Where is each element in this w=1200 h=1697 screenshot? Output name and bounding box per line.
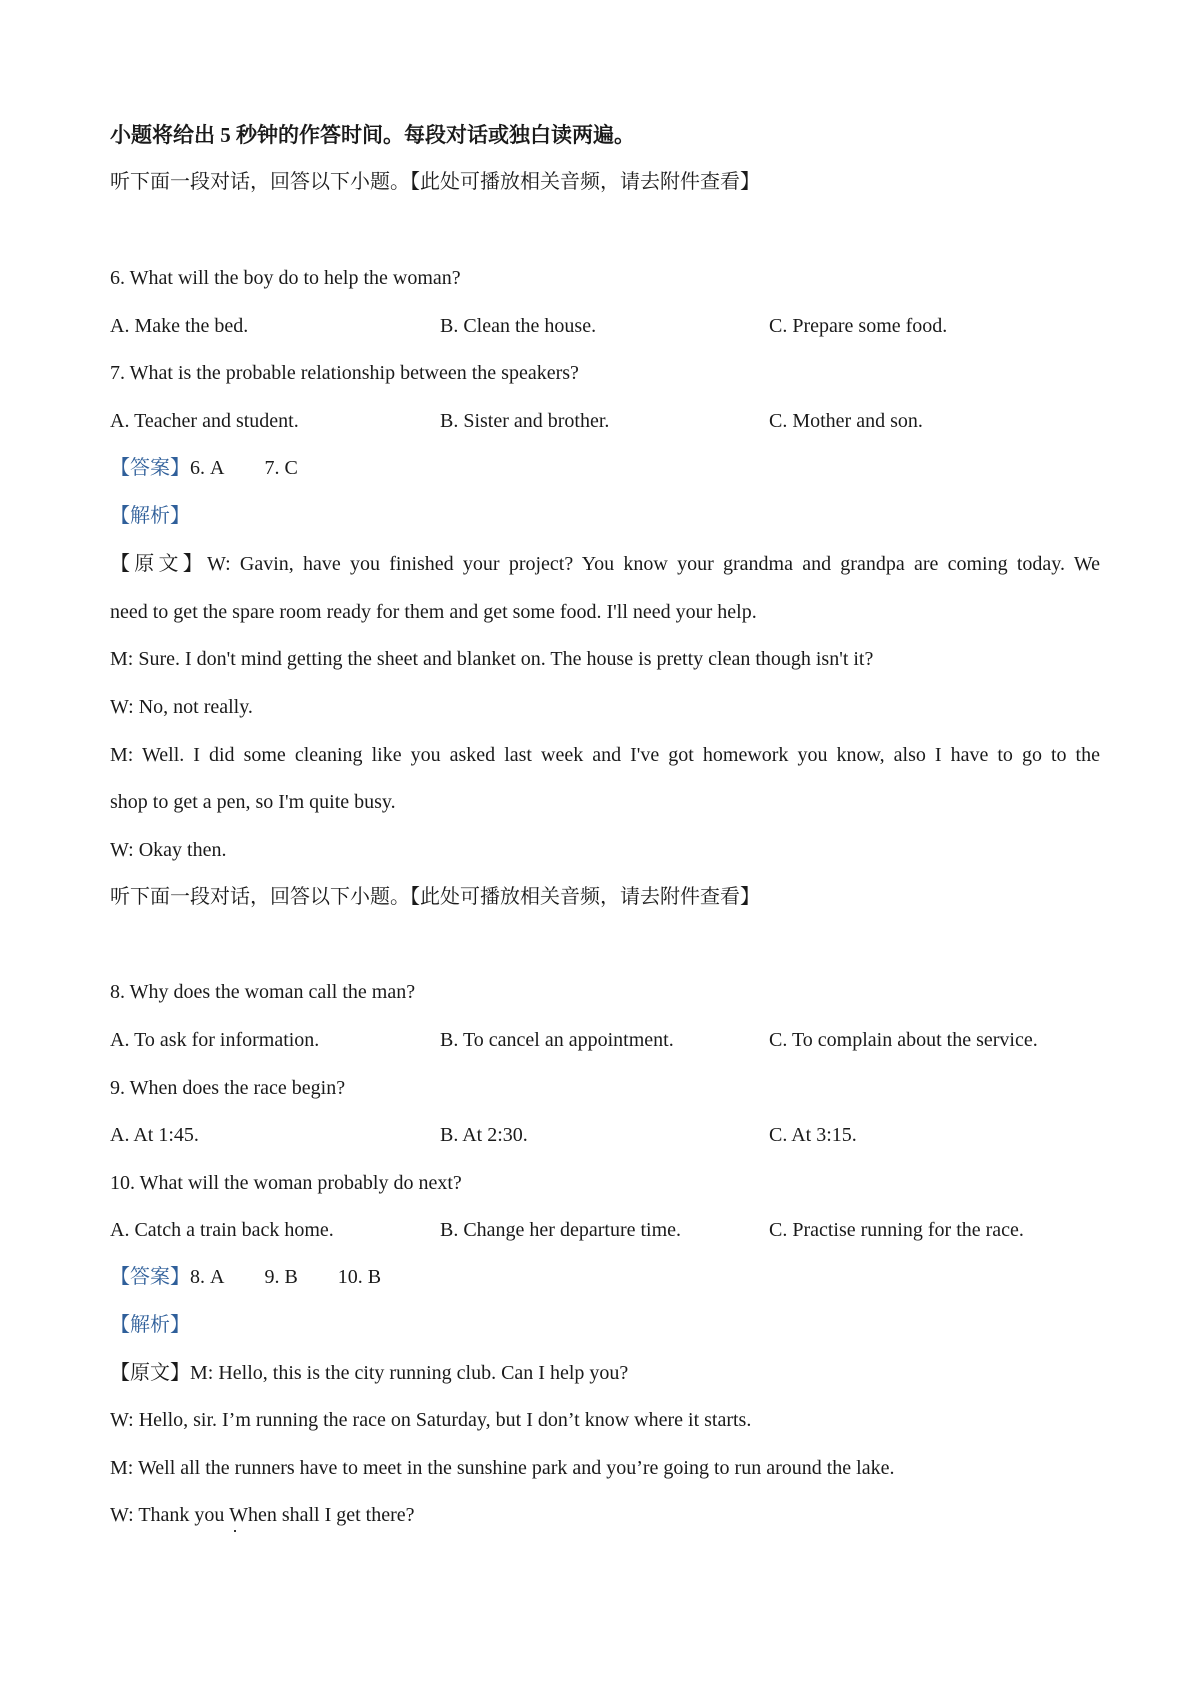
q6-option-c: C. Prepare some food. [769, 315, 948, 337]
q7-option-b: B. Sister and brother. [440, 410, 610, 432]
transcript-line: W: No, not really. [110, 696, 253, 718]
transcript-line: W: Hello, sir. I’m running the race on Saturday, but I don’t know where it starts. [110, 1409, 752, 1431]
transcript-line: W: Thank you When shall I get there? [110, 1504, 415, 1526]
instruction-heading: 小题将给出 5 秒钟的作答时间。每段对话或独白读两遍。 [110, 123, 635, 147]
q9-option-a: A. At 1:45. [110, 1124, 199, 1146]
answer-6: 6. A [190, 457, 225, 479]
transcript-line: need to get the spare room ready for them and get some food. I'll need your help. [110, 601, 757, 623]
transcript-line: 【原文】W: Gavin, have you finished your project? You know your grandma and grandpa are coming today. We [110, 553, 1101, 575]
transcript-line: M: Sure. I don't mind getting the sheet and blanket on. The house is pretty clean though isn't it? [110, 648, 874, 670]
question-9-stem: 9. When does the race begin? [110, 1077, 346, 1099]
transcript-line: W: Okay then. [110, 839, 227, 861]
answer-9: 9. B [264, 1266, 298, 1288]
answer-line-1 [110, 455, 298, 481]
transcript-line: M: Well. I did some cleaning like you asked last week and I've got homework you know, also I have to go to the [110, 744, 1100, 766]
q9-option-c: C. At 3:15. [769, 1124, 857, 1146]
q7-option-a: A. Teacher and student. [110, 410, 299, 432]
stray-mark [234, 1530, 236, 1532]
transcript-label: 【原文】 [110, 553, 207, 575]
analysis-label: 【解析】 [110, 1314, 190, 1336]
answer-7: 7. C [264, 457, 298, 479]
transcript-line: shop to get a pen, so I'm quite busy. [110, 791, 396, 813]
question-7-stem: 7. What is the probable relationship between the speakers? [110, 362, 579, 384]
q8-option-a: A. To ask for information. [110, 1029, 320, 1051]
transcript-label: 【原文】 [110, 1362, 190, 1384]
question-10-stem: 10. What will the woman probably do next? [110, 1172, 462, 1194]
q10-option-a: A. Catch a train back home. [110, 1219, 334, 1241]
q6-option-a: A. Make the bed. [110, 315, 249, 337]
answer-line-2 [110, 1264, 381, 1290]
listen-prompt-1: 听下面一段对话，回答以下小题。【此处可播放相关音频，请去附件查看】 [110, 171, 760, 193]
q7-option-c: C. Mother and son. [769, 410, 923, 432]
answer-8: 8. A [190, 1266, 225, 1288]
question-6-stem: 6. What will the boy do to help the woman? [110, 267, 461, 289]
q8-option-c: C. To complain about the service. [769, 1029, 1038, 1051]
transcript-line: 【原文】M: Hello, this is the city running club. Can I help you? [110, 1362, 629, 1384]
answer-label: 【答案】 [110, 457, 190, 479]
q9-option-b: B. At 2:30. [440, 1124, 528, 1146]
transcript-line: M: Well all the runners have to meet in the sunshine park and you’re going to run around the lake. [110, 1457, 895, 1479]
analysis-label: 【解析】 [110, 505, 190, 527]
q8-option-b: B. To cancel an appointment. [440, 1029, 674, 1051]
listen-prompt-2: 听下面一段对话，回答以下小题。【此处可播放相关音频，请去附件查看】 [110, 886, 760, 908]
q6-option-b: B. Clean the house. [440, 315, 597, 337]
q10-option-b: B. Change her departure time. [440, 1219, 682, 1241]
answer-label: 【答案】 [110, 1266, 190, 1288]
answer-10: 10. B [337, 1266, 382, 1288]
q10-option-c: C. Practise running for the race. [769, 1219, 1024, 1241]
question-8-stem: 8. Why does the woman call the man? [110, 981, 416, 1003]
